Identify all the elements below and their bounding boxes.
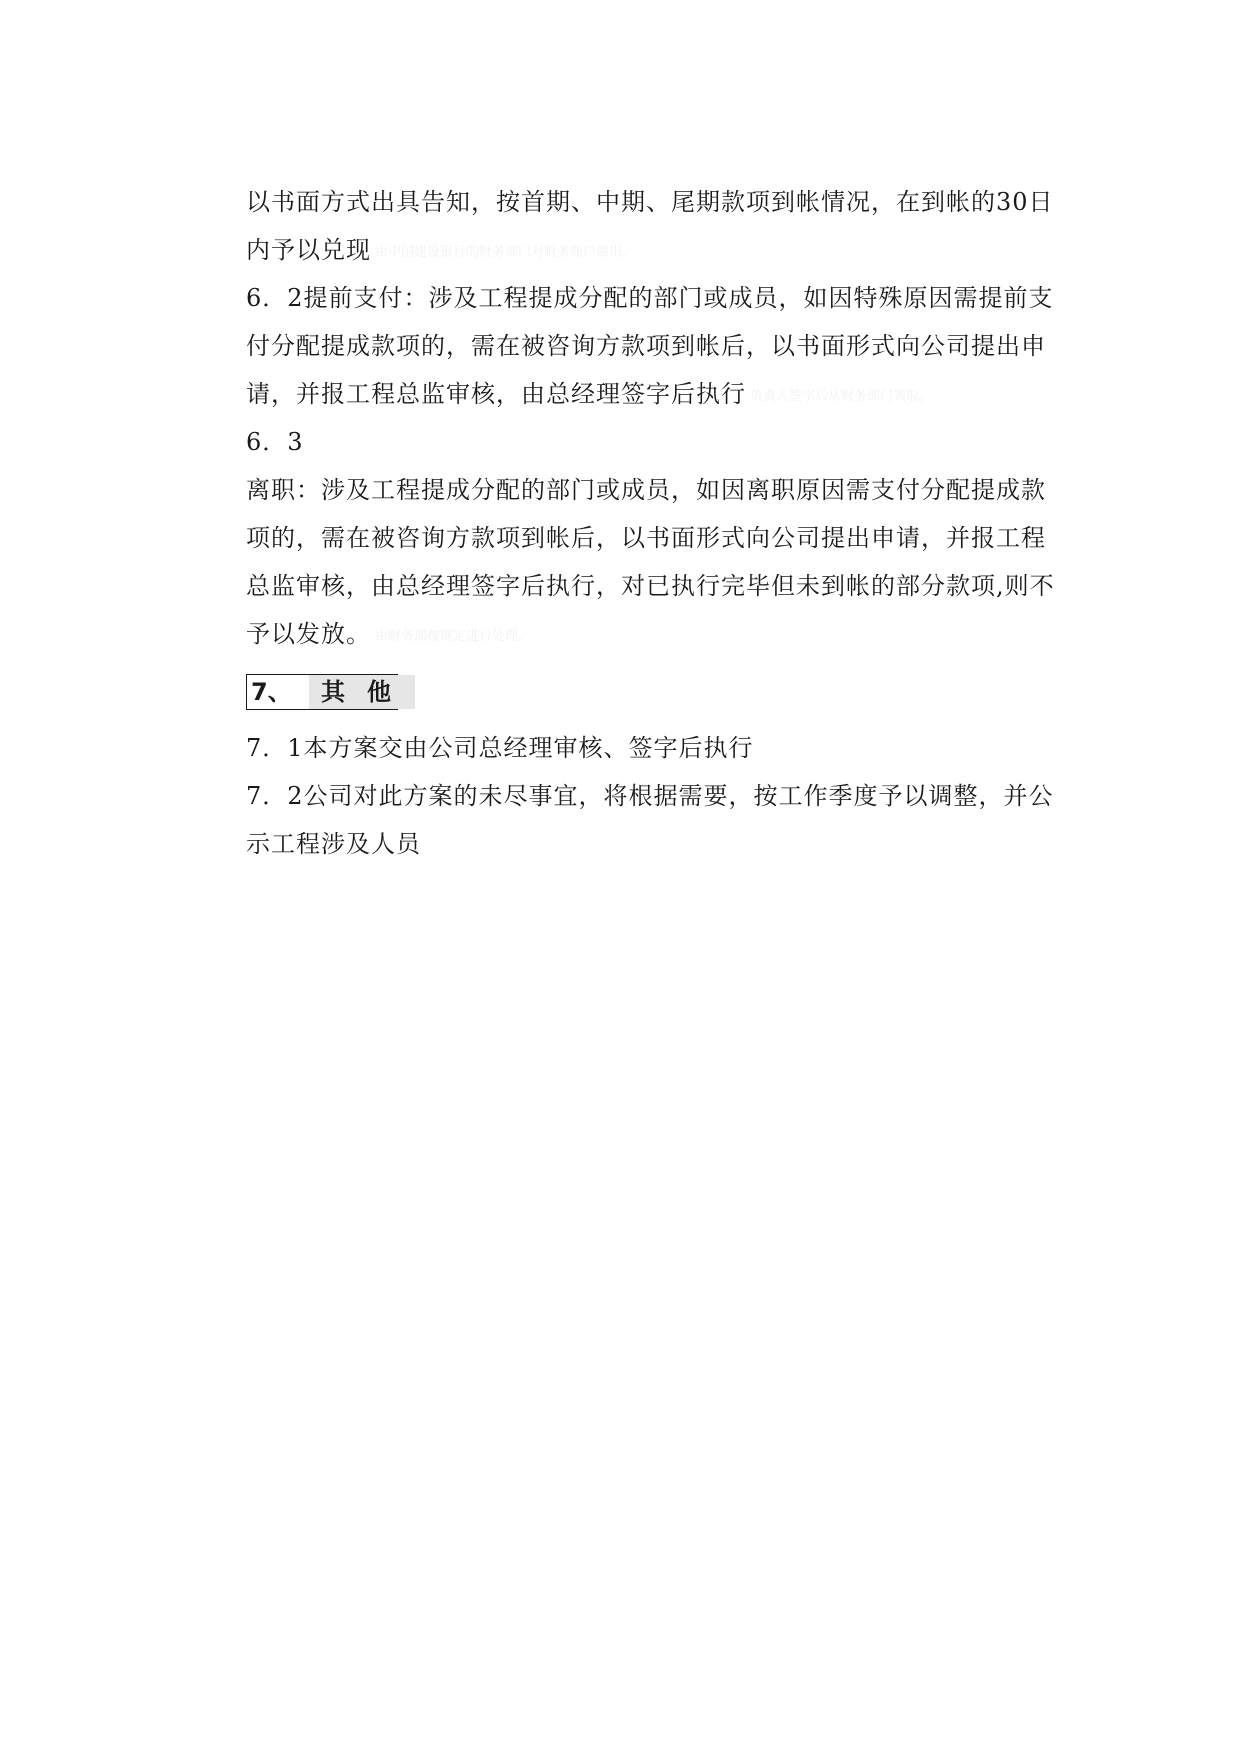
clause-7-2-text: 7．2公司对此方案的未尽事宜，将根据需要，按工作季度予以调整，并公 [246,782,1054,810]
clause-6-3-number: 6．3 [246,428,304,456]
clause-6-2-text: 请，并报工程总监审核，由总经理签字后执行 [246,380,746,408]
clause-6-2-text: 付分配提成款项的，需在被咨询方款项到帐后，以书面形式向公司提出申 [246,332,1046,360]
document-body [246,178,1055,868]
clause-6-2-line [246,322,1046,370]
clause-6-3-text: 项的，需在被咨询方款项到帐后，以书面形式向公司提出申请，并报工程 [246,524,1046,552]
clause-6-3-text: 予以发放。 [246,620,371,648]
clause-7-1-text: 7．1本方案交由公司总经理审核、签字后执行 [246,734,754,762]
clause-7-2-line [246,820,1046,868]
clause-6-3-text: 总监审核，由总经理签字后执行，对已执行完毕但未到帐的部分款项,则不 [246,572,1055,600]
section-7-title: 其他 [309,675,415,709]
paragraph-line [246,226,1046,274]
section-7-heading [246,674,413,710]
clause-6-3-line [246,610,1046,658]
clause-6-2-line [246,274,1054,322]
section-7-heading-row [246,674,1046,712]
faint-watermark-text: 由中国建设银行的财务部门对财务账户做出。 [375,245,636,260]
clause-6-3-line [246,466,1046,514]
faint-watermark-text: 由财务部按规定进行处理。 [375,629,532,644]
section-7-number: 7、 [251,678,292,706]
payment-notice-text: 以书面方式出具告知，按首期、中期、尾期款项到帐情况，在到帐的30日 [246,188,1054,216]
clause-6-2-line [246,370,1046,418]
clause-7-2-line [246,772,1054,820]
clause-7-1-line [246,724,1046,772]
clause-6-2-text: 6．2提前支付：涉及工程提成分配的部门或成员，如因特殊原因需提前支 [246,284,1054,312]
paragraph-line [246,178,1054,226]
payment-notice-text-end: 内予以兑现 [246,236,371,264]
clause-6-3-number-line [246,418,1046,466]
clause-6-3-line [246,562,1055,610]
clause-6-3-line [246,514,1046,562]
faint-watermark-text: 负责人签字后从财务部门领取。 [750,389,933,404]
clause-6-3-text: 离职：涉及工程提成分配的部门或成员，如因离职原因需支付分配提成款 [246,476,1046,504]
clause-7-2-text: 示工程涉及人员 [246,830,421,858]
